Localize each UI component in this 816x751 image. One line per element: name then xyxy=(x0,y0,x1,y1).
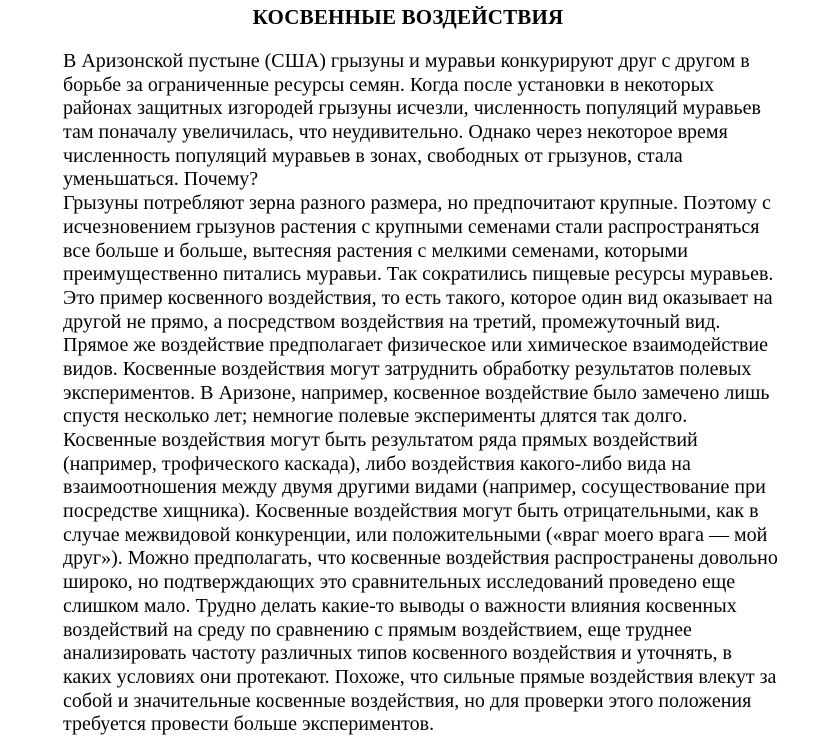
text-line: Это пример косвенного воздействия, то есть такого, которое один вид оказывает на xyxy=(63,286,773,309)
text-line: экспериментов. В Аризоне, например, косвенное воздействие было замечено лишь xyxy=(63,381,770,404)
text-line: Косвенные воздействия могут быть результатом ряда прямых воздействий xyxy=(63,429,698,451)
document-body xyxy=(63,50,815,737)
text-line: там поначалу увеличилась, что неудивительно. Однако через некоторое время xyxy=(63,121,728,144)
text-line: (например, трофического каскада), либо воздействия какого-либо вида на xyxy=(63,452,691,475)
text-line: друг»). Можно предполагать, что косвенные воздействия распространены довольно xyxy=(63,547,778,570)
text-line: видов. Косвенные воздействия могут затруднить обработку результатов полевых xyxy=(63,357,752,380)
text-line: все больше и больше, вытесняя растения с мелкими семенами, которыми xyxy=(63,239,688,262)
text-line: другой не прямо, а посредством воздействия на третий, промежуточный вид. xyxy=(63,310,721,333)
document-title: КОСВЕННЫЕ ВОЗДЕЙСТВИЯ xyxy=(252,5,564,29)
text-line: слишком мало. Трудно делать какие-то выводы о важности влияния косвенных xyxy=(63,594,737,617)
text-line: районах защитных изгородей грызуны исчезли, численность популяций муравьев xyxy=(63,97,761,120)
text-line: Прямое же воздействие предполагает физическое или химическое взаимодействие xyxy=(63,334,768,357)
text-line: В Аризонской пустыне (США) грызуны и муравьи конкурируют друг с другом в xyxy=(63,50,750,72)
text-line: уменьшаться. Почему? xyxy=(63,168,259,191)
text-line: спустя несколько лет; немногие полевые эксперименты длятся так долго. xyxy=(63,405,688,428)
text-line: собой и значительные косвенные воздействия, но для проверки этого положения xyxy=(63,689,752,712)
text-line: исчезновением грызунов растения с крупными семенами стали распространяться xyxy=(63,215,760,238)
text-line: Грызуны потребляют зерна разного размера, но предпочитают крупные. Поэтому с xyxy=(63,192,771,215)
text-line: воздействий на среду по сравнению с прямым воздействием, еще труднее xyxy=(63,618,692,641)
text-line: широко, но подтверждающих это сравнительных исследований проведено еще xyxy=(63,571,736,594)
text-line: преимущественно питались муравьи. Так сократились пищевые ресурсы муравьев. xyxy=(63,263,774,286)
text-line: борьбе за ограниченные ресурсы семян. Когда после установки в некоторых xyxy=(63,73,715,96)
text-line: посредстве хищника). Косвенные воздействия могут быть отрицательными, как в xyxy=(63,500,759,523)
text-line: каких условиях они протекают. Похоже, что сильные прямые воздействия влекут за xyxy=(63,665,777,688)
text-line: случае межвидовой конкуренции, или положительными («враг моего врага — мой xyxy=(63,523,768,546)
text-line: анализировать частоту различных типов косвенного воздействия и уточнять, в xyxy=(63,642,732,665)
text-line: численность популяций муравьев в зонах, свободных от грызунов, стала xyxy=(63,144,683,167)
text-line: требуется провести больше экспериментов. xyxy=(63,713,435,736)
text-line: взаимоотношения между двумя другими видами (например, сосуществование при xyxy=(63,476,766,499)
